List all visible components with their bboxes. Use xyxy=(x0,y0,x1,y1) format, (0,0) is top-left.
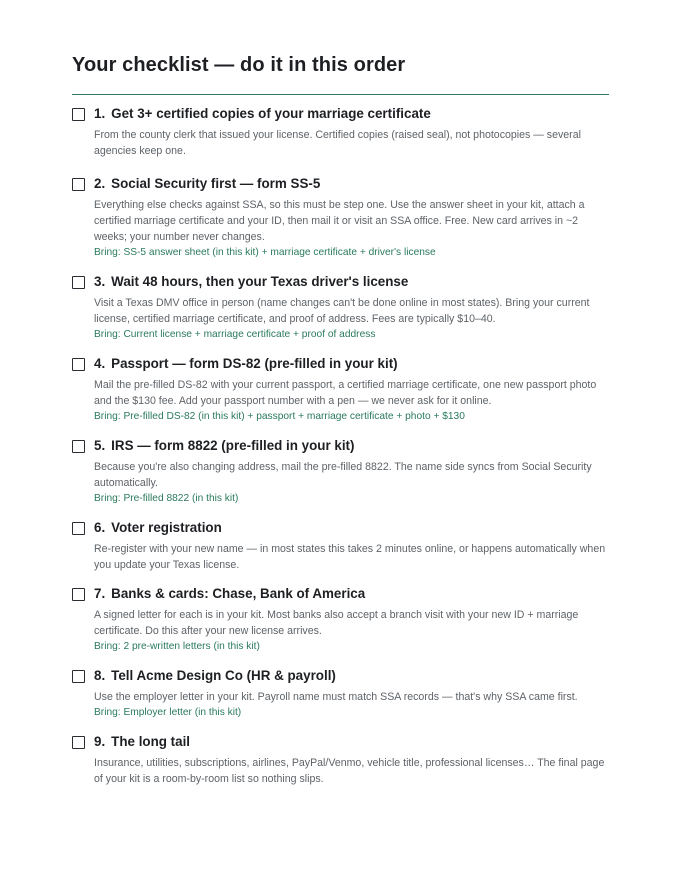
item-title: IRS — form 8822 (pre-filled in your kit) xyxy=(111,438,355,453)
checklist-item-9 xyxy=(72,733,609,787)
item-number: 9. xyxy=(94,734,106,749)
title-divider xyxy=(72,94,609,95)
item-description: Insurance, utilities, subscriptions, airlines, PayPal/Venmo, vehicle title, professional licenses… The final page of your kit is a room-by-room list so nothing slips. xyxy=(94,757,605,785)
checklist-item-3 xyxy=(72,273,609,343)
item-number: 3. xyxy=(94,274,106,289)
item-description: Mail the pre-filled DS-82 with your current passport, a certified marriage certificate, one new passport photo and the $130 fee. Add your passport number with a pen — we never ask for it online. xyxy=(94,379,597,407)
item-number: 7. xyxy=(94,586,106,601)
item-title: Banks & cards: Chase, Bank of America xyxy=(111,586,366,601)
checklist-item-5 xyxy=(72,437,609,507)
item-bring-note: Bring: SS-5 answer sheet (in this kit) + marriage certificate + driver's license xyxy=(94,247,436,258)
item-title: The long tail xyxy=(111,734,191,749)
item-bring-note: Bring: Employer letter (in this kit) xyxy=(94,707,242,718)
item-heading xyxy=(94,105,609,122)
item-description: Because you're also changing address, mail the pre-filled 8822. The name side syncs from Social Security automatically. xyxy=(94,461,592,489)
item-title: Passport — form DS-82 (pre-filled in your kit) xyxy=(111,356,398,371)
item-heading xyxy=(94,585,609,602)
checkbox[interactable] xyxy=(72,358,85,371)
checkbox[interactable] xyxy=(72,670,85,683)
page-title: Your checklist — do it in this order xyxy=(72,54,406,76)
item-title: Wait 48 hours, then your Texas driver's license xyxy=(111,274,409,289)
item-bring-note: Bring: Current license + marriage certificate + proof of address xyxy=(94,329,376,340)
checkbox[interactable] xyxy=(72,178,85,191)
item-bring-note: Bring: 2 pre-written letters (in this kit) xyxy=(94,641,260,652)
item-number: 4. xyxy=(94,356,106,371)
item-description: Everything else checks against SSA, so this must be step one. Use the answer sheet in your kit, attach a certified marriage certificate and your ID, then mail it or visit an SSA office. Free. New card arrives in ~2 weeks; your number never changes. xyxy=(94,199,585,243)
item-heading xyxy=(94,273,609,290)
checklist-item-1 xyxy=(72,105,609,159)
checklist-item-4 xyxy=(72,355,609,425)
item-title: Get 3+ certified copies of your marriage certificate xyxy=(111,106,431,121)
checkbox[interactable] xyxy=(72,108,85,121)
item-heading xyxy=(94,437,609,454)
item-description: Visit a Texas DMV office in person (name changes can't be done online in most states). Bring your current license, certified marriage certificate, and proof of address. Fees are typically $10–40. xyxy=(94,297,590,325)
checklist-page xyxy=(72,52,609,787)
item-bring-note: Bring: Pre-filled DS-82 (in this kit) + passport + marriage certificate + photo + $130 xyxy=(94,411,465,422)
item-heading xyxy=(94,733,609,750)
checkbox[interactable] xyxy=(72,522,85,535)
item-number: 8. xyxy=(94,668,106,683)
checklist-item-2 xyxy=(72,175,609,261)
item-bring-note: Bring: Pre-filled 8822 (in this kit) xyxy=(94,493,239,504)
checkbox[interactable] xyxy=(72,440,85,453)
checklist-item-7 xyxy=(72,585,609,655)
item-description: Re-register with your new name — in most states this takes 2 minutes online, or happens automatically when you update your Texas license. xyxy=(94,543,606,571)
item-heading xyxy=(94,519,609,536)
item-number: 1. xyxy=(94,106,106,121)
item-description: From the county clerk that issued your license. Certified copies (raised seal), not photocopies — several agencies keep one. xyxy=(94,129,581,157)
item-description: Use the employer letter in your kit. Payroll name must match SSA records — that's why SSA came first. xyxy=(94,691,578,703)
item-heading xyxy=(94,175,609,192)
checkbox[interactable] xyxy=(72,276,85,289)
checkbox[interactable] xyxy=(72,736,85,749)
item-number: 2. xyxy=(94,176,106,191)
item-title: Voter registration xyxy=(111,520,222,535)
item-number: 5. xyxy=(94,438,106,453)
item-heading xyxy=(94,355,609,372)
item-number: 6. xyxy=(94,520,106,535)
checklist-item-8 xyxy=(72,667,609,721)
item-heading xyxy=(94,667,609,684)
item-description: A signed letter for each is in your kit. Most banks also accept a branch visit with your new ID + marriage certificate. Do this after your new license arrives. xyxy=(94,609,579,637)
item-title: Social Security first — form SS-5 xyxy=(111,176,321,191)
checklist-item-6 xyxy=(72,519,609,573)
checkbox[interactable] xyxy=(72,588,85,601)
item-title: Tell Acme Design Co (HR & payroll) xyxy=(111,668,336,683)
